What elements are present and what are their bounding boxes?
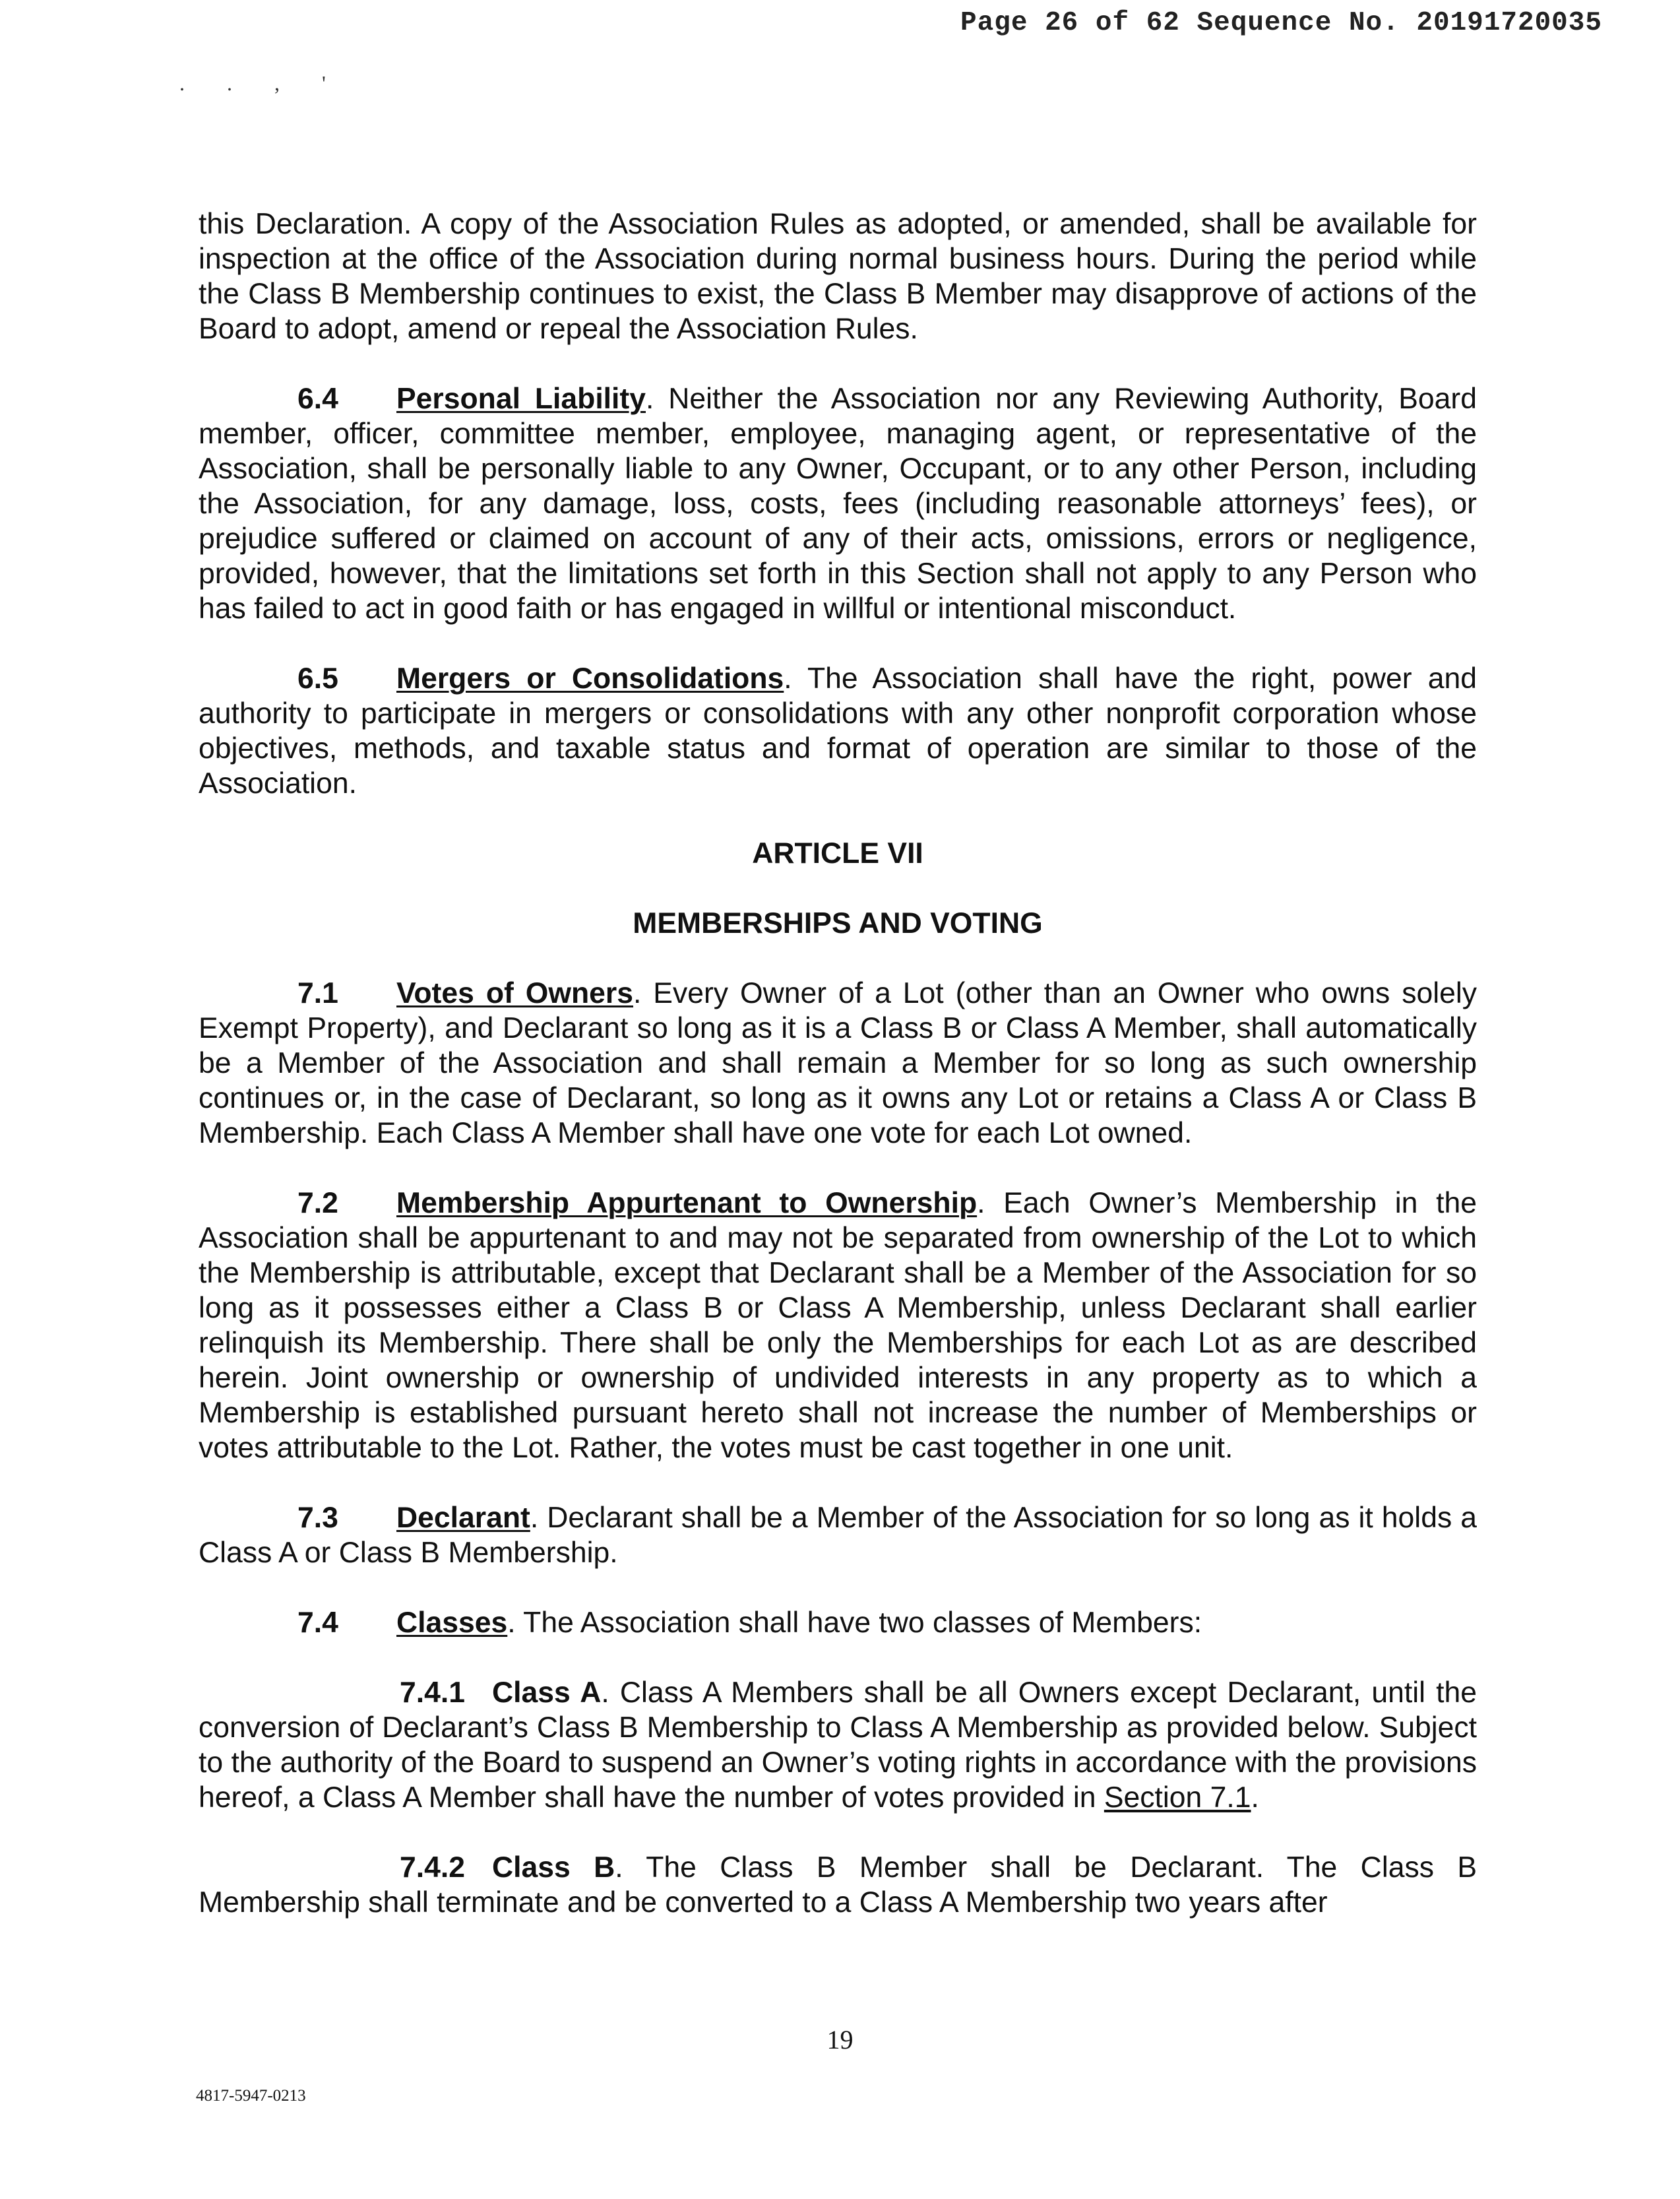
section-text: . The Association shall have the right, power and authority to participate in mergers or consolidations with any other nonprofit corporation whose objectives, methods, and taxable status and format of operation are similar to those of the Association. <box>199 662 1477 800</box>
section-caption: Class A <box>492 1676 602 1709</box>
page-number: 19 <box>826 2025 854 2055</box>
page-sequence-header: Page 26 of 62 Sequence No. 20191720035 <box>960 8 1602 38</box>
section-text: . Each Owner’s Membership in the Association shall be appurtenant to and may not be separated from ownership of the Lot to which the Membership is attributable, except that Declarant shall be a Member of the Association for so long as it possesses either a Class B or Class A Membership, unless Declarant shall earlier relinquish its Membership. There shall be only the Memberships for each Lot as are described herein. Joint ownership or ownership of undivided interests in any property as to which a Membership is established pursuant hereto shall not increase the number of Memberships or votes attributable to the Lot. Rather, the votes must be cast together in one unit. <box>199 1187 1477 1464</box>
section-7-1 <box>199 976 1477 1151</box>
section-caption: Class B <box>492 1851 615 1884</box>
section-text: . The Association shall have two classes of Members: <box>507 1607 1202 1639</box>
section-number: 7.1 <box>297 977 338 1009</box>
scan-specks: . . , ' <box>179 71 344 95</box>
section-text: . Neither the Association nor any Reviewing Authority, Board member, officer, committee member, employee, managing agent, or representative of the Association, shall be personally liable to any Owner, Occupant, or to any other Person, including the Association, for any damage, loss, costs, fees (including reasonable attorneys’ fees), or prejudice suffered or claimed on account of any of their acts, omissions, errors or negligence, provided, however, that the limitations set forth in this Section shall not apply to any Person who has failed to act in good faith or has engaged in willful or intentional misconduct. <box>199 383 1477 625</box>
section-7-3 <box>199 1500 1477 1570</box>
section-6-4 <box>199 381 1477 626</box>
section-7-4-1 <box>199 1675 1477 1815</box>
section-number: 7.4.2 <box>400 1851 465 1884</box>
section-text: . The Class B Member shall be Declarant. The Class B Membership shall terminate and be converted to a Class A Membership two years after <box>199 1851 1477 1919</box>
article-heading: ARTICLE VII <box>752 837 923 870</box>
section-text-end: . <box>1251 1781 1259 1814</box>
section-caption: Membership Appurtenant to Ownership <box>396 1187 978 1219</box>
section-caption: Classes <box>396 1607 508 1639</box>
section-caption: Personal Liability <box>396 383 646 415</box>
article-title: MEMBERSHIPS AND VOTING <box>633 907 1043 940</box>
section-7-4 <box>199 1605 1477 1640</box>
intro-paragraph: this Declaration. A copy of the Association Rules as adopted, or amended, shall be available for inspection at the office of the Association during normal business hours. During the period while the Class B Membership continues to exist, the Class B Member may disapprove of actions of the Board to adopt, amend or repeal the Association Rules. <box>199 208 1477 345</box>
section-caption: Declarant <box>396 1502 530 1534</box>
section-caption: Mergers or Consolidations <box>396 662 784 695</box>
section-text: . Class A Members shall be all Owners except Declarant, until the conversion of Declarant’s Class B Membership to Class A Membership as provided below. Subject to the authority of the Board to suspend an Owner’s voting rights in accordance with the provisions hereof, a Class A Member shall have the number of votes provided in <box>199 1676 1477 1814</box>
section-6-5 <box>199 661 1477 801</box>
section-caption: Votes of Owners <box>396 977 633 1009</box>
section-number: 7.3 <box>297 1502 338 1534</box>
document-body <box>199 207 1477 1955</box>
document-id: 4817-5947-0213 <box>196 2087 306 2105</box>
section-7-4-2 <box>199 1850 1477 1920</box>
section-number: 6.4 <box>297 383 338 415</box>
section-reference-link: Section 7.1 <box>1104 1781 1251 1814</box>
section-text: . Every Owner of a Lot (other than an Owner who owns solely Exempt Property), and Declarant so long as it is a Class B or Class A Member, shall automatically be a Member of the Association and shall remain a Member for so long as such ownership continues or, in the case of Declarant, so long as it owns any Lot or retains a Class A or Class B Membership. Each Class A Member shall have one vote for each Lot owned. <box>199 977 1477 1149</box>
section-number: 7.2 <box>297 1187 338 1219</box>
section-number: 7.4 <box>297 1607 338 1639</box>
section-7-2 <box>199 1186 1477 1465</box>
section-text: . Declarant shall be a Member of the Association for so long as it holds a Class A or Class B Membership. <box>199 1502 1477 1569</box>
section-number: 6.5 <box>297 662 338 695</box>
section-number: 7.4.1 <box>400 1676 465 1709</box>
